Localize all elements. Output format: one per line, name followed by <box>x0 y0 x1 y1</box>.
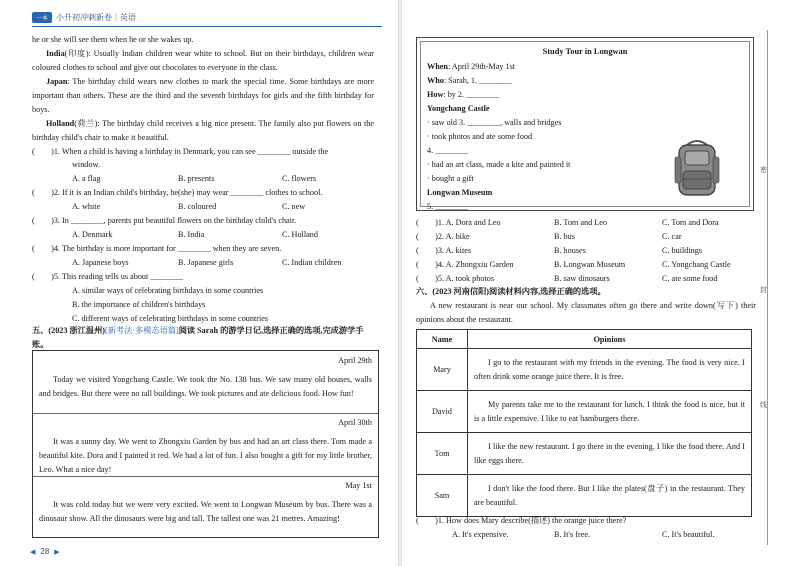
backpack-icon <box>671 137 723 199</box>
book-spine <box>398 0 402 566</box>
q4-option-b[interactable]: B. Japanese girls <box>178 258 234 267</box>
section-5-number: 五、(2023 浙江温州) <box>32 326 106 335</box>
tour-museum-heading: Longwan Museum <box>427 188 493 197</box>
diary-text-3: It was cold today but we were very excited. We went to Longwan Museum by bus. There was a dinosaur show. All the dinosaurs were big and tall. The tallest one was 21 metres. Amazing! <box>39 500 372 523</box>
section-5-tag: [新考法·多模态语篇] <box>105 326 179 335</box>
question-1: ( )1. When a child is having a birthday in Denmark, you can see ________ outside the <box>32 147 329 156</box>
section-5-instruction: 阅读 Sarah 的游学日记,选择正确的选项,完成游学手账。 <box>32 326 364 349</box>
q5-option-a[interactable]: A. similar ways of celebrating birthdays in some countries <box>72 286 264 295</box>
tour-castle-bullet-2: · took photos and ate some food <box>427 132 533 141</box>
study-tour-title: Study Tour in Longwan <box>542 47 628 56</box>
tour-how <box>427 88 499 101</box>
question-5: ( )5. This reading tells us about ________ <box>32 272 184 281</box>
tour-item-4: 4. ________ <box>427 146 468 155</box>
tour-castle-heading: Yongchang Castle <box>427 104 490 113</box>
diary-text-2: It was a sunny day. We went to Zhongxiu Garden by bus and had an art class there. Tom made a beautiful kite. Dora and I painted it red. We had a lot of fun. I also bought a gift for my little brother, Leo. What a nice day! <box>39 437 372 474</box>
paragraph-japan <box>32 75 374 117</box>
question-3: ( )3. In ________, parents put beautiful flowers on the birthday child's chair. <box>32 216 297 225</box>
section-6-intro: A new restaurant is near our school. My classmates often go there and write down(写下) their opinions about the restaurant. <box>416 301 756 324</box>
tour-q1-option-a[interactable]: ( )1. A. Dora and Leo <box>416 218 501 227</box>
tour-who-value: : Sarah, 1. ________ <box>443 76 512 85</box>
table-row <box>417 433 752 475</box>
row-name: Sam <box>417 475 468 517</box>
diary-entry-3 <box>33 479 378 526</box>
study-tour-card <box>416 37 754 211</box>
question-2: ( )2. If it is an Indian child's birthday, he(she) may wear ________ clothes to school. <box>32 188 323 197</box>
table-row <box>417 391 752 433</box>
tour-q3-option-a[interactable]: ( )3. A. kites <box>416 246 472 255</box>
row-opinion: I like the new restaurant. I go there in the evening. I like the food there. And I like eggs there. <box>468 433 752 475</box>
q2-option-a[interactable]: A. white <box>72 202 101 211</box>
q4-option-a[interactable]: A. Japanese boys <box>72 258 129 267</box>
tour-q5-option-c[interactable]: C. ate some food <box>662 274 718 283</box>
next-arrow-icon[interactable]: ▶ <box>54 548 60 556</box>
opinions-table <box>416 329 752 517</box>
section-6-heading: 六、(2023 河南信阳)阅读材料内容,选择正确的选项。 <box>416 287 606 296</box>
q1-option-b[interactable]: B. presents <box>178 174 215 183</box>
row-name: Mary <box>417 349 468 391</box>
tour-q1-option-b[interactable]: B. Tom and Leo <box>554 218 607 227</box>
question-4: ( )4. The birthday is more important for ________ when they are seven. <box>32 244 282 253</box>
q4-option-c[interactable]: C. Indian children <box>282 258 342 267</box>
final-question-1: ( )1. How does Mary describe(描述) the orange juice there? <box>416 516 627 525</box>
tour-who <box>427 74 512 87</box>
tour-q2-option-b[interactable]: B. bus <box>554 232 575 241</box>
section-5-heading <box>32 324 377 352</box>
row-opinion: I go to the restaurant with my friends in the evening. The food is very nice. I often drink some orange juice there. It is free. <box>468 349 752 391</box>
table-row <box>417 475 752 517</box>
holland-label: Holland <box>46 119 75 128</box>
table-row <box>417 349 752 391</box>
row-name: Tom <box>417 433 468 475</box>
tour-q5-option-a[interactable]: ( )5. A. took photos <box>416 274 495 283</box>
india-text: : Usually Indian children wear white to school. But on their birthdays, children wear coloured clothes to school and give out chocolates to everyone in the class. <box>32 49 374 72</box>
q3-option-c[interactable]: C. Holland <box>282 230 318 239</box>
tour-castle-bullet-1: · saw old 3. ________, walls and bridges <box>427 118 562 127</box>
page-number-bar <box>30 547 60 556</box>
tour-when-label: When <box>427 62 448 71</box>
tour-q4-option-b[interactable]: B. Longwan Museum <box>554 260 626 269</box>
tour-item-5: 5. ________ <box>427 202 468 211</box>
tour-when-value: : April 29th-May 1st <box>447 62 516 71</box>
q5-option-b[interactable]: B. the importance of children's birthdays <box>72 300 206 309</box>
tour-who-label: Who <box>427 76 444 85</box>
holland-cn: (荷兰) <box>74 119 98 128</box>
tour-item-4-bullet-2: · bought a gift <box>427 174 474 183</box>
tour-q4-option-a[interactable]: ( )4. A. Zhongxiu Garden <box>416 260 514 269</box>
diary-text-1: Today we visited Yongchang Castle. We took the No. 138 bus. We saw many old houses, walls and bridges. But there were no tall buildings. We took pictures and ate delicious food. How fun! <box>39 375 372 398</box>
tour-q5-option-b[interactable]: B. saw dinosaurs <box>554 274 610 283</box>
japan-text: : The birthday child wears new clothes to mark the special time. Some birthdays are more important than others. These are the third and the seventh birthdays for girls and the fifth birthday for boys. <box>32 77 374 114</box>
header-name: Name <box>417 330 468 349</box>
q2-option-b[interactable]: B. coloured <box>178 202 217 211</box>
page-header <box>32 12 136 23</box>
prev-arrow-icon[interactable]: ◀ <box>30 548 36 556</box>
binding-mark-fold: 封 <box>760 286 767 294</box>
question-1-cont: window. <box>72 160 100 169</box>
final-option-b[interactable]: B. It's free. <box>554 530 591 539</box>
holland-text: : The birthday child receives a big nice present. The family also put flowers on the birthday child's chair to make it beautiful. <box>32 119 374 142</box>
tour-when <box>427 60 515 73</box>
japan-label: Japan <box>46 77 68 86</box>
row-opinion: My parents take me to the restaurant for lunch. I think the food is nice, but it is a little expensive. I like to eat hamburgers there. <box>468 391 752 433</box>
q1-option-c[interactable]: C. flowers <box>282 174 317 183</box>
diary-date-1: April 29th <box>338 356 372 365</box>
binding-mark-line: 线 <box>760 401 767 409</box>
row-opinion: I don't like the food there. But I like the plates(盘子) in the restaurant. They are beautiful. <box>468 475 752 517</box>
diary-box <box>32 350 379 538</box>
table-header-row <box>417 330 752 349</box>
q3-option-b[interactable]: B. India <box>178 230 205 239</box>
paragraph-holland <box>32 117 374 145</box>
final-option-a[interactable]: A. It's expensive. <box>452 530 509 539</box>
tour-q2-option-a[interactable]: ( )2. A. bike <box>416 232 470 241</box>
paragraph-india <box>32 47 374 75</box>
q1-option-a[interactable]: A. a flag <box>72 174 101 183</box>
diary-date-3: May 1st <box>345 481 372 490</box>
page-number: 28 <box>40 547 50 556</box>
india-label: India <box>46 49 65 58</box>
tour-q2-option-c[interactable]: C. car <box>662 232 682 241</box>
header-title: 小升初冲刺新卷｜英语 <box>56 13 137 22</box>
q2-option-c[interactable]: C. new <box>282 202 306 211</box>
header-opinions: Opinions <box>468 330 752 349</box>
q5-option-c[interactable]: C. different ways of celebrating birthdays in some countries <box>72 314 269 323</box>
diary-separator-2 <box>33 476 378 477</box>
paragraph-continuation: he or she will see them when he or she wakes up. <box>32 35 194 44</box>
header-rule <box>32 26 382 27</box>
india-cn: (印度) <box>64 49 89 58</box>
tour-q3-option-b[interactable]: B. houses <box>554 246 586 255</box>
diary-entry-1 <box>33 354 378 401</box>
tour-how-label: How <box>427 90 444 99</box>
tour-q4-option-c[interactable]: C. Yongchang Castle <box>662 260 731 269</box>
final-option-c[interactable]: C. It's beautiful. <box>662 530 715 539</box>
binding-line <box>767 30 768 545</box>
row-name: David <box>417 391 468 433</box>
tour-q3-option-c[interactable]: C. buildings <box>662 246 703 255</box>
diary-separator-1 <box>33 413 378 414</box>
tour-item-4-bullet-1: · had an art class, made a kite and painted it <box>427 160 571 169</box>
q3-option-a[interactable]: A. Denmark <box>72 230 113 239</box>
binding-mark-seal: 密 <box>760 166 767 174</box>
diary-date-2: April 30th <box>338 418 372 427</box>
tour-q1-option-c[interactable]: C. Tom and Dora <box>662 218 719 227</box>
study-tour-inner-frame <box>420 41 750 211</box>
diary-entry-2 <box>33 416 378 477</box>
series-badge: 一本 <box>32 12 52 23</box>
tour-how-value: : by 2. ________ <box>443 90 499 99</box>
